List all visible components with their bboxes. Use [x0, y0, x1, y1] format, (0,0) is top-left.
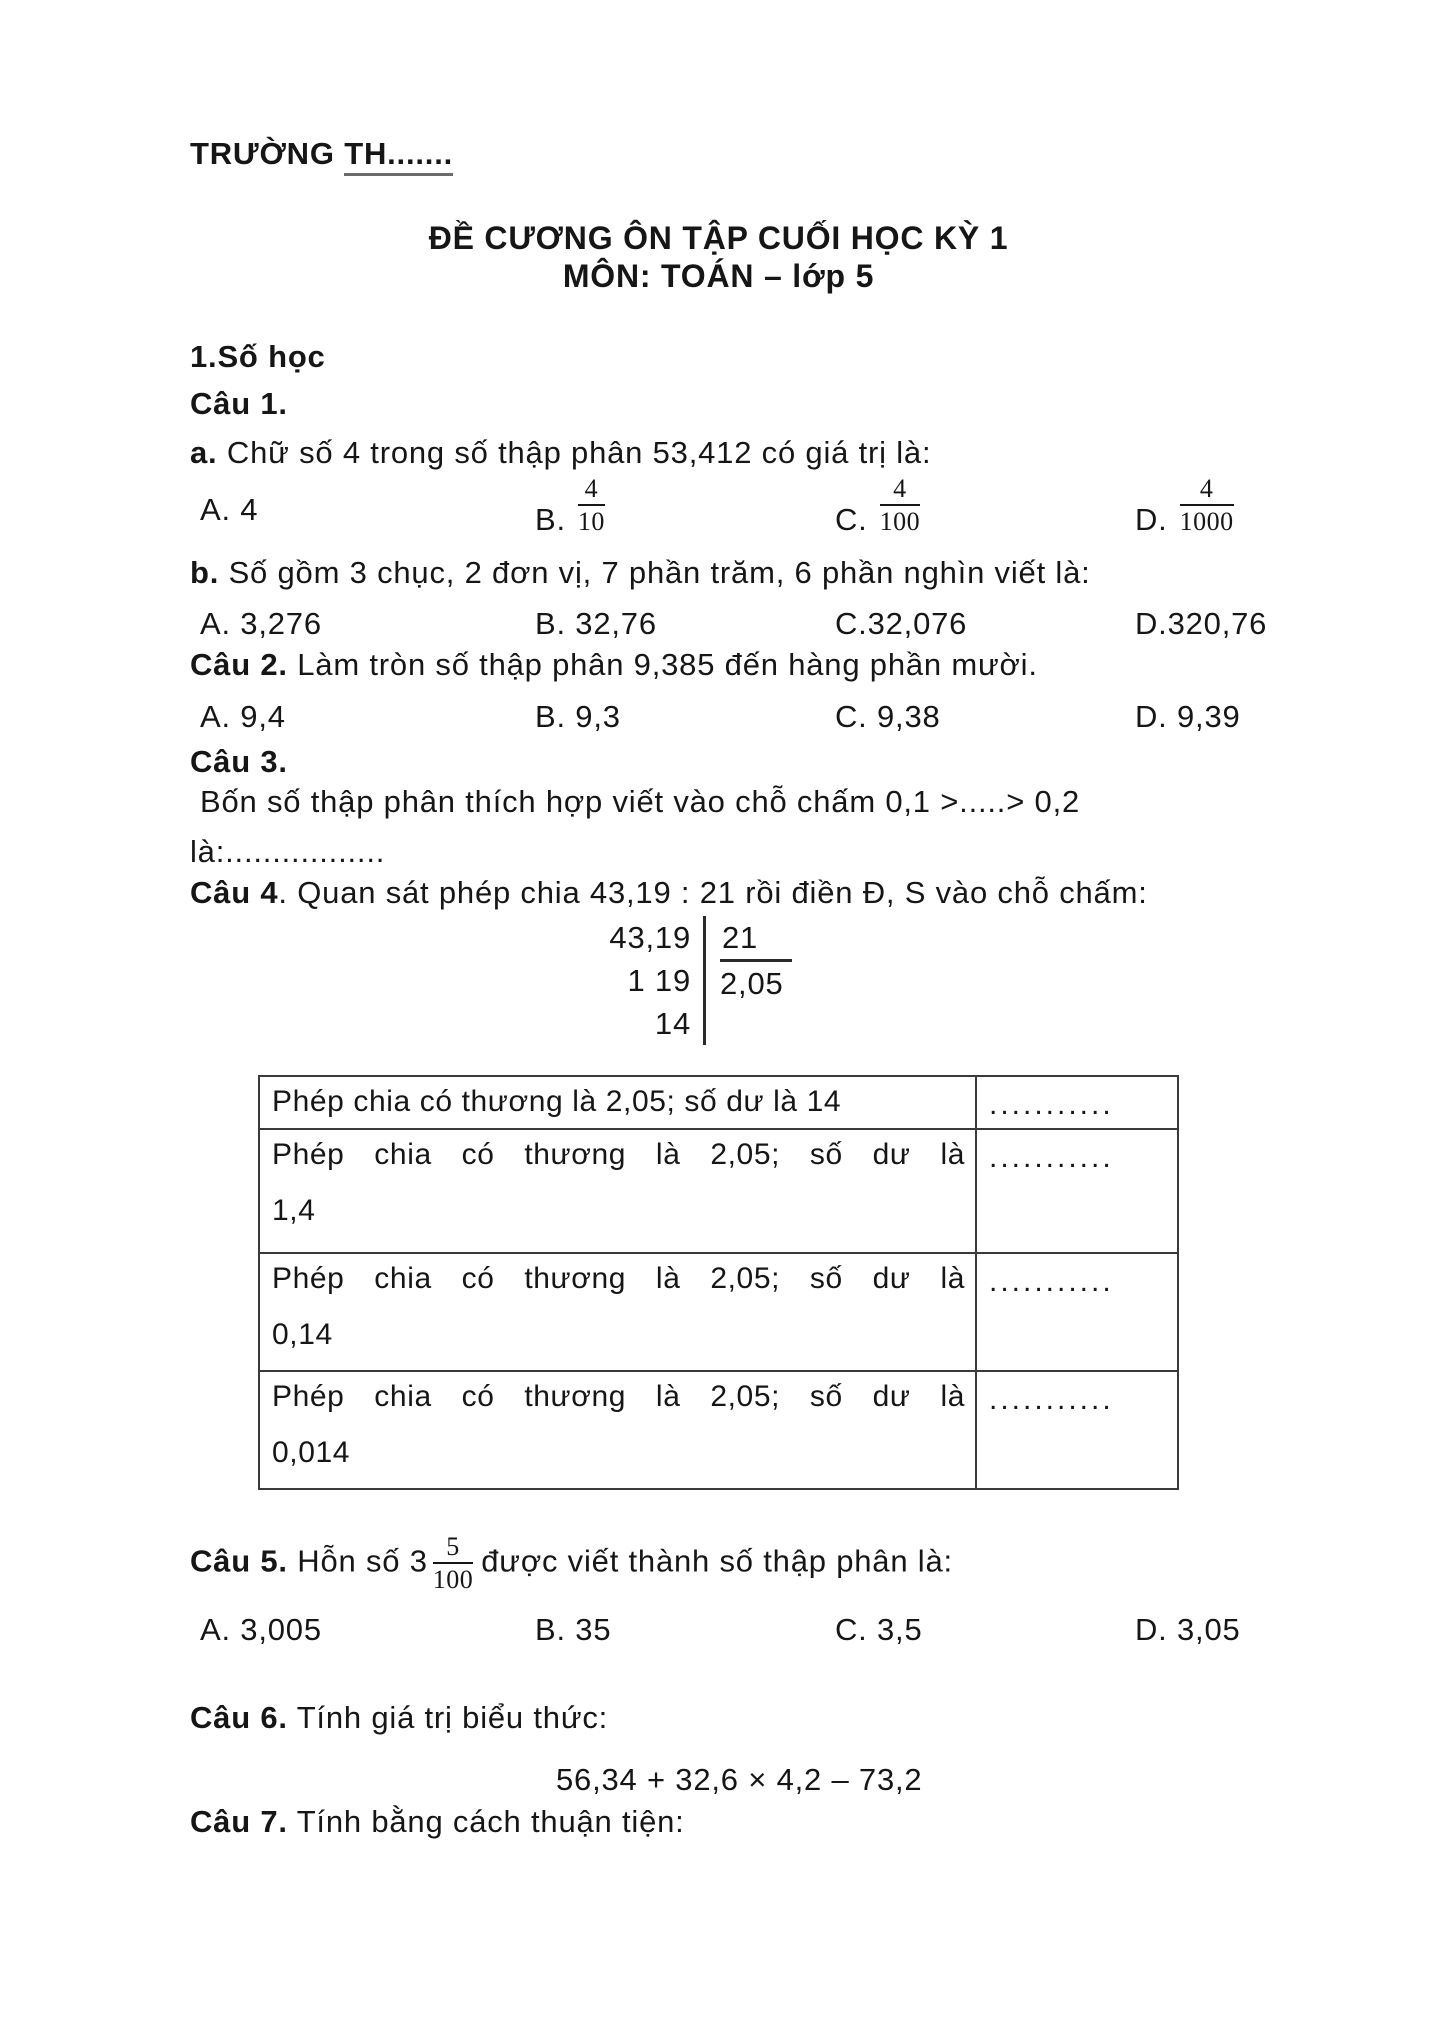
- long-division-layout: [598, 916, 792, 1045]
- table-row: [259, 1253, 1178, 1371]
- question7-text: Câu 7. Tính bằng cách thuận tiện:: [190, 1804, 685, 1839]
- option-a: A. 3,005: [200, 1612, 322, 1647]
- question6-label: Câu 6.: [190, 1700, 288, 1735]
- question5-options: [190, 1610, 1370, 1650]
- question4-text: Câu 4. Quan sát phép chia 43,19 : 21 rồi điền Đ, S vào chỗ chấm:: [190, 875, 1148, 910]
- question5-text: Câu 5. Hỗn số 3 $\frac{5}{100}$ được viết thành số thập phân là:: [190, 1532, 953, 1595]
- exam-subject: MÔN: TOÁN – lớp 5: [562, 258, 875, 294]
- statement-cell: Phép chia có thương là 2,05; số dư là 14: [259, 1076, 976, 1129]
- fraction: [578, 474, 605, 536]
- question4-label: Câu 4: [190, 875, 279, 910]
- fraction-numerator: 4: [880, 474, 921, 506]
- question3-answer-blank: là:.................: [190, 834, 386, 869]
- fraction: [880, 474, 921, 536]
- question1-label: Câu 1.: [190, 386, 288, 421]
- exam-title: ĐỀ CƯƠNG ÔN TẬP CUỐI HỌC KỲ 1: [428, 220, 1009, 256]
- question1b-letter: b.: [190, 555, 220, 590]
- statement-cell: Phép chia có thương là 2,05; số dư là 0,14: [259, 1253, 976, 1371]
- answer-cell: ...........: [976, 1076, 1178, 1129]
- question1a-options: [190, 474, 1370, 540]
- question6-expression: 56,34 + 32,6 × 4,2 – 73,2: [556, 1762, 923, 1797]
- answers-table: [258, 1075, 1179, 1490]
- question3-label: Câu 3.: [190, 744, 288, 779]
- option-c: C.32,076: [835, 606, 968, 641]
- option-d: D. 9,39: [1135, 699, 1241, 734]
- option-c: C. $\frac{4}{100}$: [835, 474, 921, 538]
- division-right-column: [703, 916, 792, 1045]
- statement-cell: Phép chia có thương là 2,05; số dư là 0,014: [259, 1371, 976, 1489]
- question1b-options: [190, 604, 1370, 644]
- section-heading: 1.Số học: [190, 339, 326, 374]
- school-name-blank: TH.......: [344, 136, 453, 176]
- question2-text: Câu 2. Làm tròn số thập phân 9,385 đến hàng phần mười.: [190, 647, 1038, 682]
- question7-label: Câu 7.: [190, 1804, 288, 1839]
- fraction-denominator: 1000: [1179, 507, 1234, 537]
- school-name-prefix: TRƯỜNG: [190, 136, 345, 171]
- fraction-denominator: 100: [879, 507, 921, 537]
- question2-options: [190, 697, 1370, 737]
- division-left-column: [598, 916, 703, 1045]
- fraction-denominator: 10: [577, 507, 605, 537]
- division-divisor: 21: [720, 916, 792, 962]
- option-c: C. 9,38: [835, 699, 941, 734]
- question2-label: Câu 2.: [190, 647, 288, 682]
- option-b: B. 32,76: [535, 606, 657, 641]
- answer-cell: ...........: [976, 1371, 1178, 1489]
- fraction-numerator: 5: [433, 1532, 474, 1564]
- option-c: C. 3,5: [835, 1612, 923, 1647]
- question3-text: Bốn số thập phân thích hợp viết vào chỗ chấm 0,1 >.....> 0,2: [200, 784, 1081, 819]
- question1a-letter: a.: [190, 435, 218, 470]
- fraction-denominator: 100: [432, 1565, 474, 1595]
- mixed-number-fraction: [433, 1532, 474, 1594]
- option-a: A. 3,276: [200, 606, 322, 641]
- question6-text: Câu 6. Tính giá trị biểu thức:: [190, 1700, 609, 1735]
- option-a: A. 4: [200, 492, 259, 528]
- fraction-numerator: 4: [578, 474, 605, 506]
- question1a-text: a. Chữ số 4 trong số thập phân 53,412 có giá trị là:: [190, 435, 932, 470]
- option-b: B. 35: [535, 1612, 612, 1647]
- table-row: [259, 1129, 1178, 1253]
- division-remainder: 14: [654, 1006, 691, 1041]
- option-d: D.320,76: [1135, 606, 1268, 641]
- division-remainder-step: 1 19: [627, 963, 691, 998]
- question5-label: Câu 5.: [190, 1543, 288, 1579]
- option-b: B. $\frac{4}{10}$: [535, 474, 605, 538]
- table-row: [259, 1076, 1178, 1129]
- fraction-numerator: 4: [1180, 474, 1234, 506]
- table-row: [259, 1371, 1178, 1489]
- option-d: D. $\frac{4}{1000}$: [1135, 474, 1234, 538]
- question1b-text: b. Số gồm 3 chục, 2 đơn vị, 7 phần trăm, 6 phần nghìn viết là:: [190, 555, 1091, 590]
- option-a: A. 9,4: [200, 699, 286, 734]
- division-dividend: 43,19: [609, 920, 691, 955]
- fraction: [1180, 474, 1234, 536]
- option-b: B. 9,3: [535, 699, 621, 734]
- answer-cell: ...........: [976, 1253, 1178, 1371]
- statement-cell: Phép chia có thương là 2,05; số dư là 1,4: [259, 1129, 976, 1253]
- option-d: D. 3,05: [1135, 1612, 1241, 1647]
- school-name: [190, 136, 453, 172]
- answer-cell: ...........: [976, 1129, 1178, 1253]
- division-quotient: 2,05: [720, 966, 784, 1001]
